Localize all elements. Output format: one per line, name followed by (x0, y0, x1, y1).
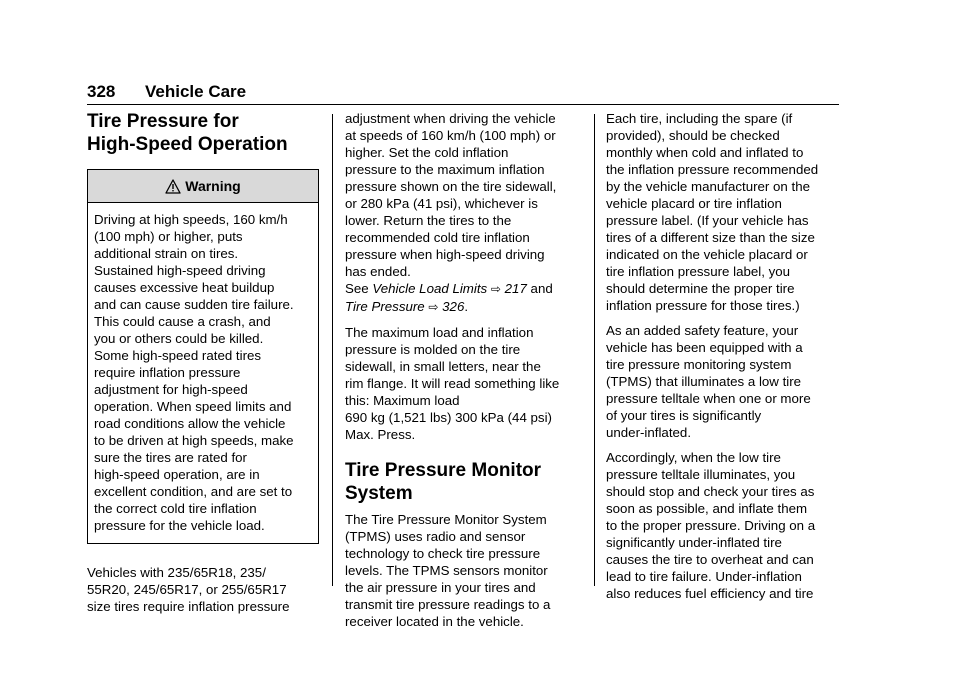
text-line: pressure when high-speed driving (345, 247, 545, 262)
text-line: Sustained high-speed driving (94, 263, 266, 278)
text-line: the correct cold tire inflation (94, 501, 257, 516)
text-line: adjustment for high-speed (94, 382, 248, 397)
text-line: indicated on the vehicle placard or (606, 247, 808, 262)
text-line: has ended. (345, 264, 411, 279)
page-number: 328 (87, 82, 116, 101)
text-line: pressure shown on the tire sidewall, (345, 179, 557, 194)
text-line: also reduces fuel efficiency and tire (606, 586, 814, 601)
text-line: As an added safety feature, your (606, 323, 799, 338)
text-line: 690 kg (1,521 lbs) 300 kPa (44 psi) (345, 410, 552, 425)
warning-triangle-icon (165, 179, 181, 194)
link-page-217[interactable]: 217 (504, 281, 527, 296)
text-line: vehicle placard or tire inflation (606, 196, 782, 211)
text-line: pressure telltale when one or more (606, 391, 811, 406)
text-line: should determine the proper tire (606, 281, 795, 296)
see-word: See (345, 281, 369, 296)
text-line: provided), should be checked (606, 128, 780, 143)
text-line: sure the tires are rated for (94, 450, 247, 465)
cross-reference-line (345, 298, 580, 316)
text-line: road conditions allow the vehicle (94, 416, 286, 431)
page-header (87, 82, 839, 106)
text-line: excellent condition, and are set to (94, 484, 293, 499)
heading-line: Tire Pressure for (87, 111, 239, 132)
text-line: (TPMS) uses radio and sensor (345, 529, 526, 544)
text-line: pressure for the vehicle load. (94, 518, 265, 533)
text-line: pressure label. (If your vehicle has (606, 213, 809, 228)
text-line: 55R20, 245/65R17, or 255/65R17 (87, 582, 287, 597)
text-line: The Tire Pressure Monitor System (345, 512, 547, 527)
page-reference-icon: ⇨ (428, 300, 439, 314)
text-line: vehicle has been equipped with a (606, 340, 803, 355)
link-page-326[interactable]: 326 (442, 299, 465, 314)
text-line: levels. The TPMS sensors monitor (345, 563, 548, 578)
text-line: under-inflated. (606, 425, 692, 440)
text-line: to the proper pressure. Driving on a (606, 518, 816, 533)
link-vehicle-load-limits[interactable]: Vehicle Load Limits (372, 281, 488, 296)
period: . (464, 299, 469, 314)
text-line: (100 mph) or higher, puts (94, 229, 243, 244)
paragraph (345, 511, 580, 630)
text-line: receiver located in the vehicle. (345, 614, 524, 629)
text-line: significantly under-inflated tire (606, 535, 782, 550)
text-line: to be driven at high speeds, make (94, 433, 294, 448)
and-word: and (530, 281, 553, 296)
text-line: Vehicles with 235/65R18, 235/ (87, 565, 266, 580)
text-line: operation. When speed limits and (94, 399, 292, 414)
text-line: and can cause sudden tire failure. (94, 297, 294, 312)
page-reference-icon: ⇨ (490, 282, 501, 296)
text-line: lead to tire failure. Under-inflation (606, 569, 802, 584)
text-line: additional strain on tires. (94, 246, 239, 261)
text-line: This could cause a crash, and (94, 314, 271, 329)
text-line: the inflation pressure recommended (606, 162, 819, 177)
warning-header (88, 170, 318, 203)
text-line: pressure to the maximum inflation (345, 162, 545, 177)
text-line: recommended cold tire inflation (345, 230, 530, 245)
text-line: soon as possible, and inflate them (606, 501, 808, 516)
text-line: Driving at high speeds, 160 km/h (94, 212, 288, 227)
paragraph (345, 324, 580, 443)
text-line: causes excessive heat buildup (94, 280, 275, 295)
column-1 (87, 110, 319, 615)
section-heading-high-speed (87, 110, 319, 156)
text-line: pressure telltale illuminates, you (606, 467, 796, 482)
text-line: the air pressure in your tires and (345, 580, 536, 595)
text-line: transmit tire pressure readings to a (345, 597, 551, 612)
paragraph (345, 110, 580, 316)
text-line: The maximum load and inflation (345, 325, 534, 340)
warning-label: Warning (185, 177, 241, 194)
text-line: rim flange. It will read something like (345, 376, 560, 391)
text-line: you or others could be killed. (94, 331, 264, 346)
text-line: high-speed operation, are in (94, 467, 260, 482)
column-3 (606, 110, 841, 610)
text-line: Max. Press. (345, 427, 416, 442)
text-line: adjustment when driving the vehicle (345, 111, 556, 126)
paragraph (87, 564, 319, 615)
paragraph (606, 110, 841, 314)
text-line: lower. Return the tires to the (345, 213, 512, 228)
text-line: or 280 kPa (41 psi), whichever is (345, 196, 538, 211)
text-line: inflation pressure for those tires.) (606, 298, 800, 313)
header-rule (87, 104, 839, 105)
text-line: monthly when cold and inflated to (606, 145, 804, 160)
warning-box (87, 169, 319, 544)
warning-text (88, 203, 318, 543)
text-line: this: Maximum load (345, 393, 460, 408)
paragraph (606, 322, 841, 441)
text-line: require inflation pressure (94, 365, 241, 380)
column-divider-2 (594, 114, 595, 586)
text-line: at speeds of 160 km/h (100 mph) or (345, 128, 556, 143)
column-2 (345, 110, 580, 638)
column-divider-1 (332, 114, 333, 586)
text-line: pressure is molded on the tire (345, 342, 521, 357)
text-line: tire inflation pressure label, you (606, 264, 791, 279)
text-line: of your tires is significantly (606, 408, 762, 423)
text-line: by the vehicle manufacturer on the (606, 179, 811, 194)
text-line: size tires require inflation pressure (87, 599, 290, 614)
text-line: Some high-speed rated tires (94, 348, 262, 363)
text-line: should stop and check your tires as (606, 484, 815, 499)
section-heading-tpms (345, 459, 580, 505)
text-line: Accordingly, when the low tire (606, 450, 781, 465)
text-line: technology to check tire pressure (345, 546, 541, 561)
text-line: Each tire, including the spare (if (606, 111, 793, 126)
text-line: sidewall, in small letters, near the (345, 359, 541, 374)
text-line: (TPMS) that illuminates a low tire (606, 374, 802, 389)
section-title: Vehicle Care (145, 82, 247, 101)
heading-line: High-Speed Operation (87, 134, 288, 155)
cross-reference-line (345, 280, 580, 298)
link-tire-pressure[interactable]: Tire Pressure (345, 299, 425, 314)
text-line: tire pressure monitoring system (606, 357, 792, 372)
text-line: tires of a different size than the size (606, 230, 815, 245)
text-line: higher. Set the cold inflation (345, 145, 509, 160)
heading-line: Tire Pressure Monitor (345, 460, 542, 481)
text-line: causes the tire to overheat and can (606, 552, 814, 567)
heading-line: System (345, 483, 413, 504)
paragraph (606, 449, 841, 602)
